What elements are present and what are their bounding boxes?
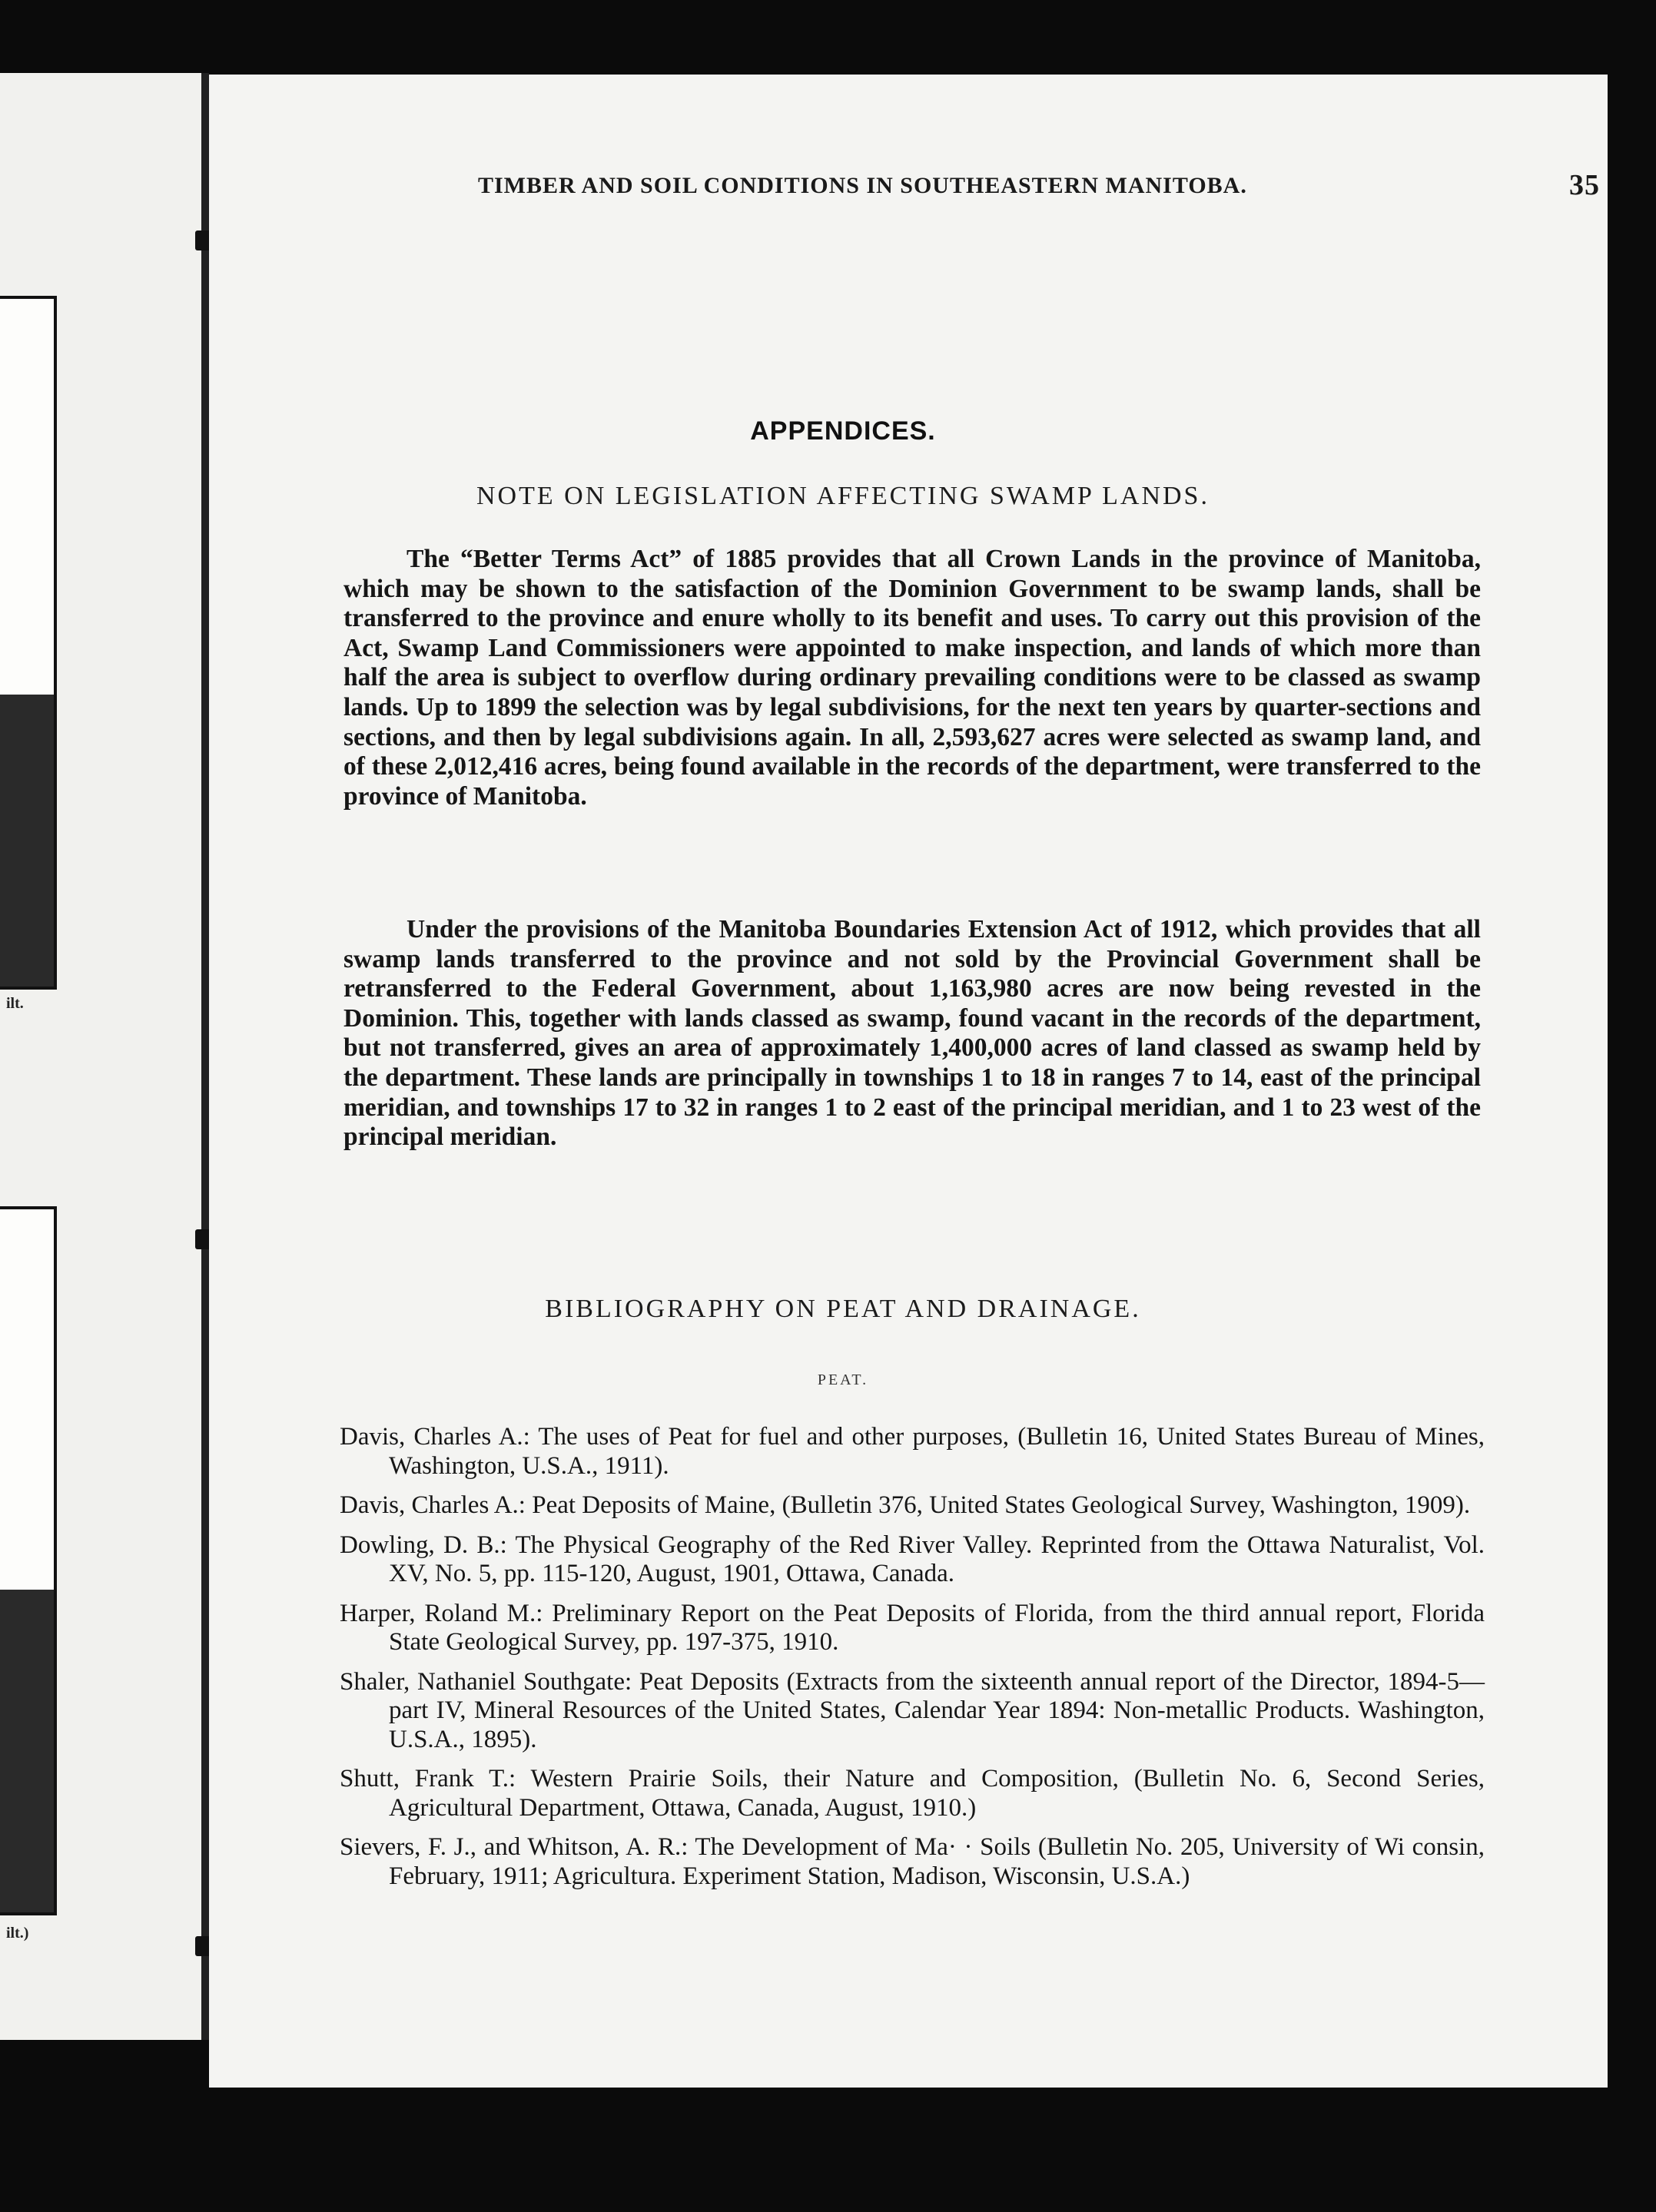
photo-caption-bottom: ilt.) [6,1925,29,1942]
left-page [0,73,201,2040]
bibliography-entry: Shutt, Frank T.: Western Prairie Soils, their Nature and Composition, (Bulletin No. 6, Second Series, Agricultural Department, Ottawa, Canada, August, 1910.) [340,1765,1485,1822]
running-title: TIMBER AND SOIL CONDITIONS IN SOUTHEASTERN MANITOBA. [478,173,1247,198]
photo-plate-bottom [0,1206,57,1915]
note-paragraph-1 [343,545,1481,811]
bibliography-subheading: PEAT. [817,1371,869,1388]
bibliography-entry: Shaler, Nathaniel Southgate: Peat Deposits (Extracts from the sixteenth annual report of the Director, 1894-5—part IV, Mineral Resources of the United States, Calendar Year 1894: Non-metallic Products. Washington, U.S.A., 1895). [340,1667,1485,1753]
paragraph-text: The “Better Terms Act” of 1885 provides that all Crown Lands in the province of Manitoba, which may be shown to the satisfaction of the Dominion Government to be swamp lands, shall be transferred to the province and enure wholly to its benefit and uses. To carry out this provision of the Act, Swamp Land Commissioners were appointed to make inspection, and lands of which more than half the area is subject to overflow during ordinary prevailing conditions were to be classed as swamp lands. Up to 1899 the selection was by legal subdivisions, for the next ten years by quarter-sections and sections, and then by legal subdivisions again. In all, 2,593,627 acres were selected as swamp land, and of these 2,012,416 acres, being found available in the records of the department, were transferred to the province of Manitoba. [343,545,1481,811]
paragraph-text: Under the provisions of the Manitoba Boundaries Extension Act of 1912, which provides that all swamp lands transferred to the province and not sold by the Provincial Government shall be retransferred to the Federal Government, about 1,163,980 acres are now being revested in the Dominion. This, together with lands classed as swamp, found vacant in the records of the department, but not transferred, gives an area of approximately 1,400,000 acres of land classed as swamp held by the department. These lands are principally in townships 1 to 18 in ranges 7 to 14, east of the principal meridian, and townships 17 to 32 in ranges 1 to 2 east of the principal meridian, and 1 to 23 west of the principal meridian. [343,915,1481,1152]
right-page [209,75,1608,2088]
note-heading: NOTE ON LEGISLATION AFFECTING SWAMP LANDS. [476,482,1210,510]
bibliography-entry: Davis, Charles A.: The uses of Peat for fuel and other purposes, (Bulletin 16, United States Bureau of Mines, Washington, U.S.A., 1911). [340,1423,1485,1480]
bibliography-list [340,1423,1485,1902]
page-number: 35 [1569,169,1600,201]
photo-dark-area [0,1590,54,1912]
bibliography-heading: BIBLIOGRAPHY ON PEAT AND DRAINAGE. [545,1295,1141,1323]
bibliography-entry: Davis, Charles A.: Peat Deposits of Maine, (Bulletin 376, United States Geological Survey, Washington, 1909). [340,1491,1471,1519]
photo-plate-top [0,296,57,990]
bibliography-entry: Dowling, D. B.: The Physical Geography of the Red River Valley. Reprinted from the Ottawa Naturalist, Vol. XV, No. 5, pp. 115-120, August, 1901, Ottawa, Canada. [340,1530,1485,1587]
note-paragraph-2 [343,915,1481,1152]
photo-caption-top: ilt. [6,995,24,1012]
appendices-title: APPENDICES. [750,416,936,446]
bibliography-entry: Sievers, F. J., and Whitson, A. R.: The Development of Ma· · Soils (Bulletin No. 205, University of Wi consin, February, 1911; Agricultura. Experiment Station, Madison, Wisconsin, U.S.A.) [340,1833,1485,1890]
running-header [478,169,1600,201]
bibliography-entry: Harper, Roland M.: Preliminary Report on the Peat Deposits of Florida, from the third annual report, Florida State Geological Survey, pp. 197-375, 1910. [340,1599,1485,1656]
book-spine [201,73,209,2040]
photo-dark-area [0,695,54,987]
